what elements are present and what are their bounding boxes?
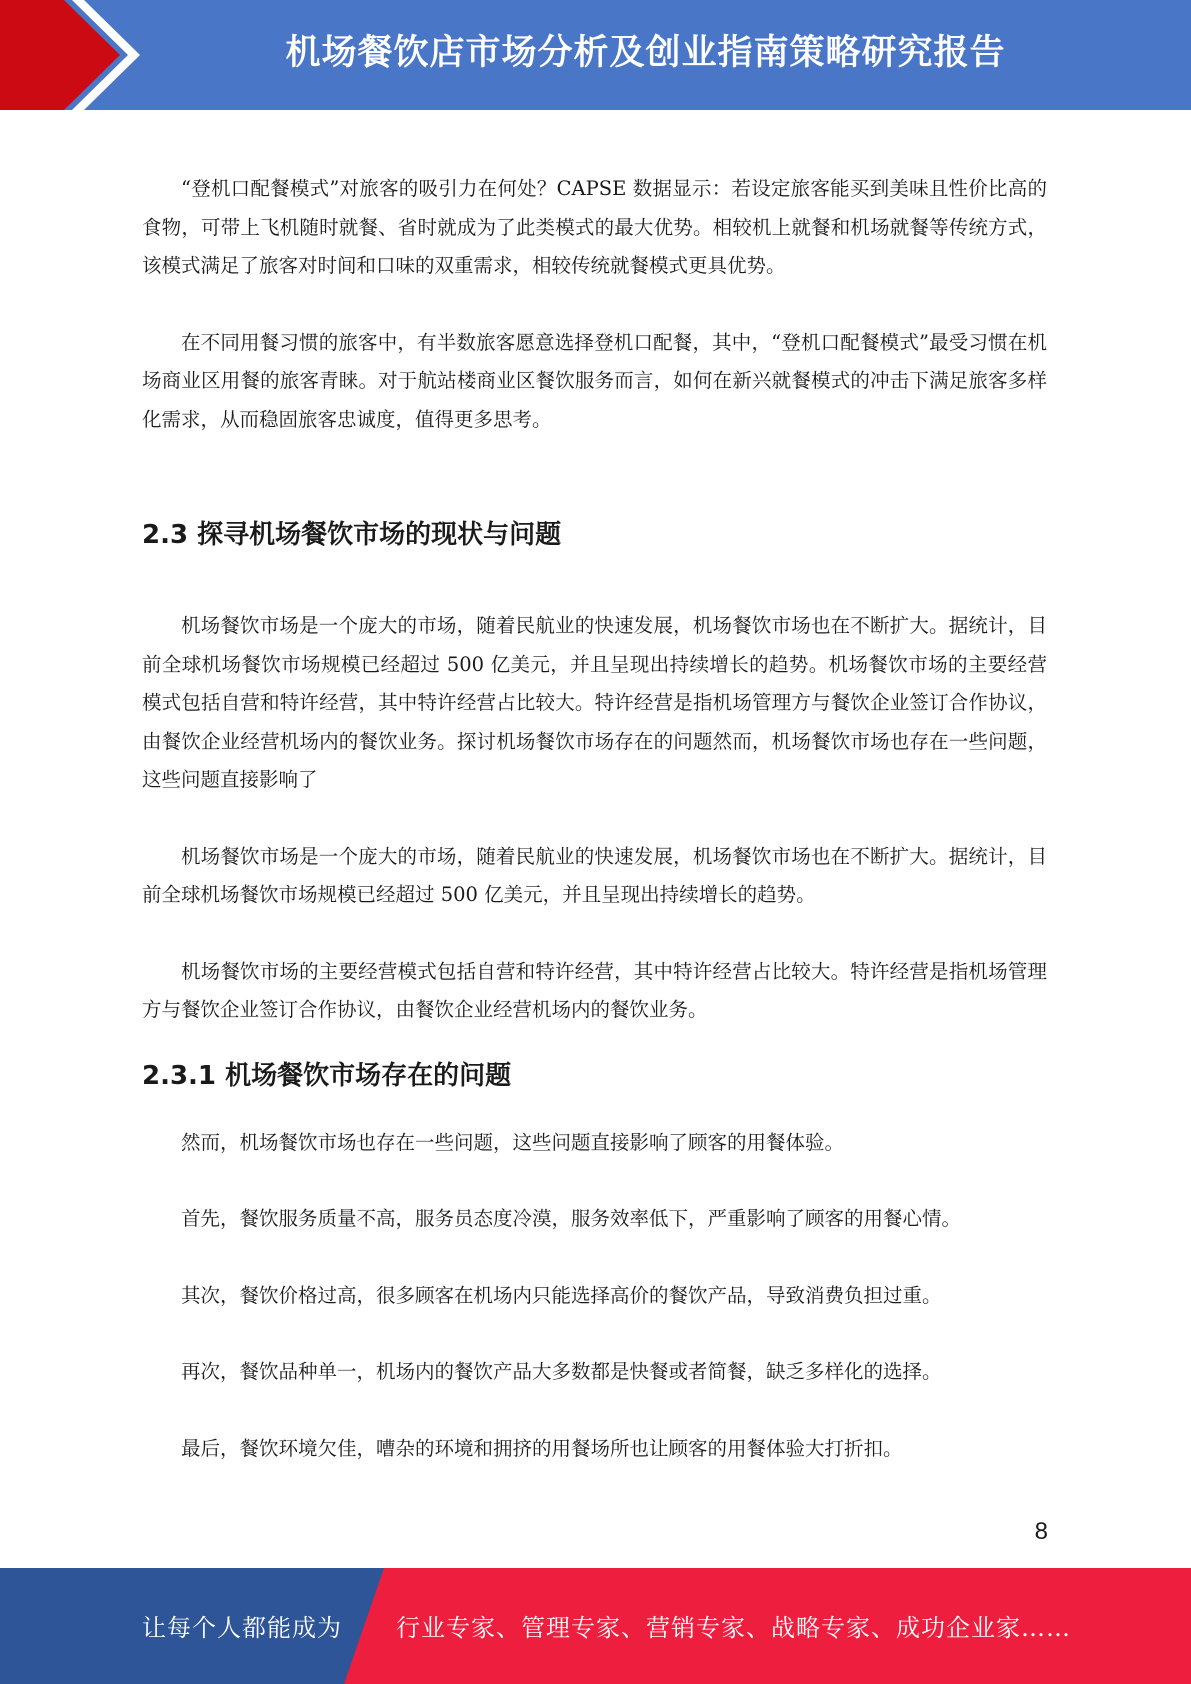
report-title: 机场餐饮店市场分析及创业指南策略研究报告 xyxy=(285,33,1006,73)
paragraph-market-size: 机场餐饮市场是一个庞大的市场，随着民航业的快速发展，机场餐饮市场也在不断扩大。据统计，目前全球机场餐饮市场规模已经超过 500 亿美元，并且呈现出持续增长的趋势。 xyxy=(142,844,1047,906)
page-content xyxy=(142,170,1047,1468)
paragraph-market-overview: 机场餐饮市场是一个庞大的市场，随着民航业的快速发展，机场餐饮市场也在不断扩大。据统计，目前全球机场餐饮市场规模已经超过 500 亿美元，并且呈现出持续增长的趋势。机场餐饮市场的主要经营模式包括自营和特许经营，其中特许经营占比较大。特许经营是指机场管理方与餐饮企业签订合作协议，由餐饮企业经营机场内的餐饮业务。探讨机场餐饮市场存在的问题然而，机场餐饮市场也存在一些问题，这些问题直接影响了 xyxy=(142,614,1047,791)
paragraph-gate-meal-appeal: “登机口配餐模式”对旅客的吸引力在何处？CAPSE 数据显示：若设定旅客能买到美味且性价比高的食物，可带上飞机随时就餐、省时就成为了此类模式的最大优势。相较机上就餐和机场就餐等传统方式，该模式满足了旅客对时间和口味的双重需求，相较传统就餐模式更具优势。 xyxy=(142,177,1047,277)
paragraph-problem-environment: 最后，餐饮环境欠佳，嘈杂的环境和拥挤的用餐场所也让顾客的用餐体验大打折扣。 xyxy=(181,1436,903,1460)
section-heading-2-3: 2.3 探寻机场餐饮市场的现状与问题 xyxy=(142,520,562,550)
footer-slogan-right: 行业专家、管理专家、营销专家、战略专家、成功企业家…… xyxy=(396,1614,1071,1642)
paragraph-passenger-preference: 在不同用餐习惯的旅客中，有半数旅客愿意选择登机口配餐，其中，“登机口配餐模式”最受习惯在机场商业区用餐的旅客青睐。对于航站楼商业区餐饮服务而言，如何在新兴就餐模式的冲击下满足旅客多样化需求，从而稳固旅客忠诚度，值得更多思考。 xyxy=(142,330,1047,431)
section-heading-2-3-1: 2.3.1 机场餐饮市场存在的问题 xyxy=(142,1060,512,1091)
paragraph-problems-intro: 然而，机场餐饮市场也存在一些问题，这些问题直接影响了顾客的用餐体验。 xyxy=(181,1130,845,1154)
paragraph-business-model: 机场餐饮市场的主要经营模式包括自营和特许经营，其中特许经营占比较大。特许经营是指机场管理方与餐饮企业签订合作协议，由餐饮企业经营机场内的餐饮业务。 xyxy=(142,959,1047,1021)
page-footer xyxy=(0,1568,1191,1684)
paragraph-problem-price: 其次，餐饮价格过高，很多顾客在机场内只能选择高价的餐饮产品，导致消费负担过重。 xyxy=(181,1283,942,1307)
footer-slogan-left: 让每个人都能成为 xyxy=(142,1614,342,1642)
paragraph-problem-variety: 再次，餐饮品种单一，机场内的餐饮产品大多数都是快餐或者简餐，缺乏多样化的选择。 xyxy=(181,1360,942,1383)
header-chevron-graphic xyxy=(0,0,160,110)
page-header xyxy=(0,0,1191,110)
paragraph-problem-service: 首先，餐饮服务质量不高，服务员态度冷漠，服务效率低下，严重影响了顾客的用餐心情。 xyxy=(181,1207,962,1230)
page-number: 8 xyxy=(1034,1518,1048,1545)
